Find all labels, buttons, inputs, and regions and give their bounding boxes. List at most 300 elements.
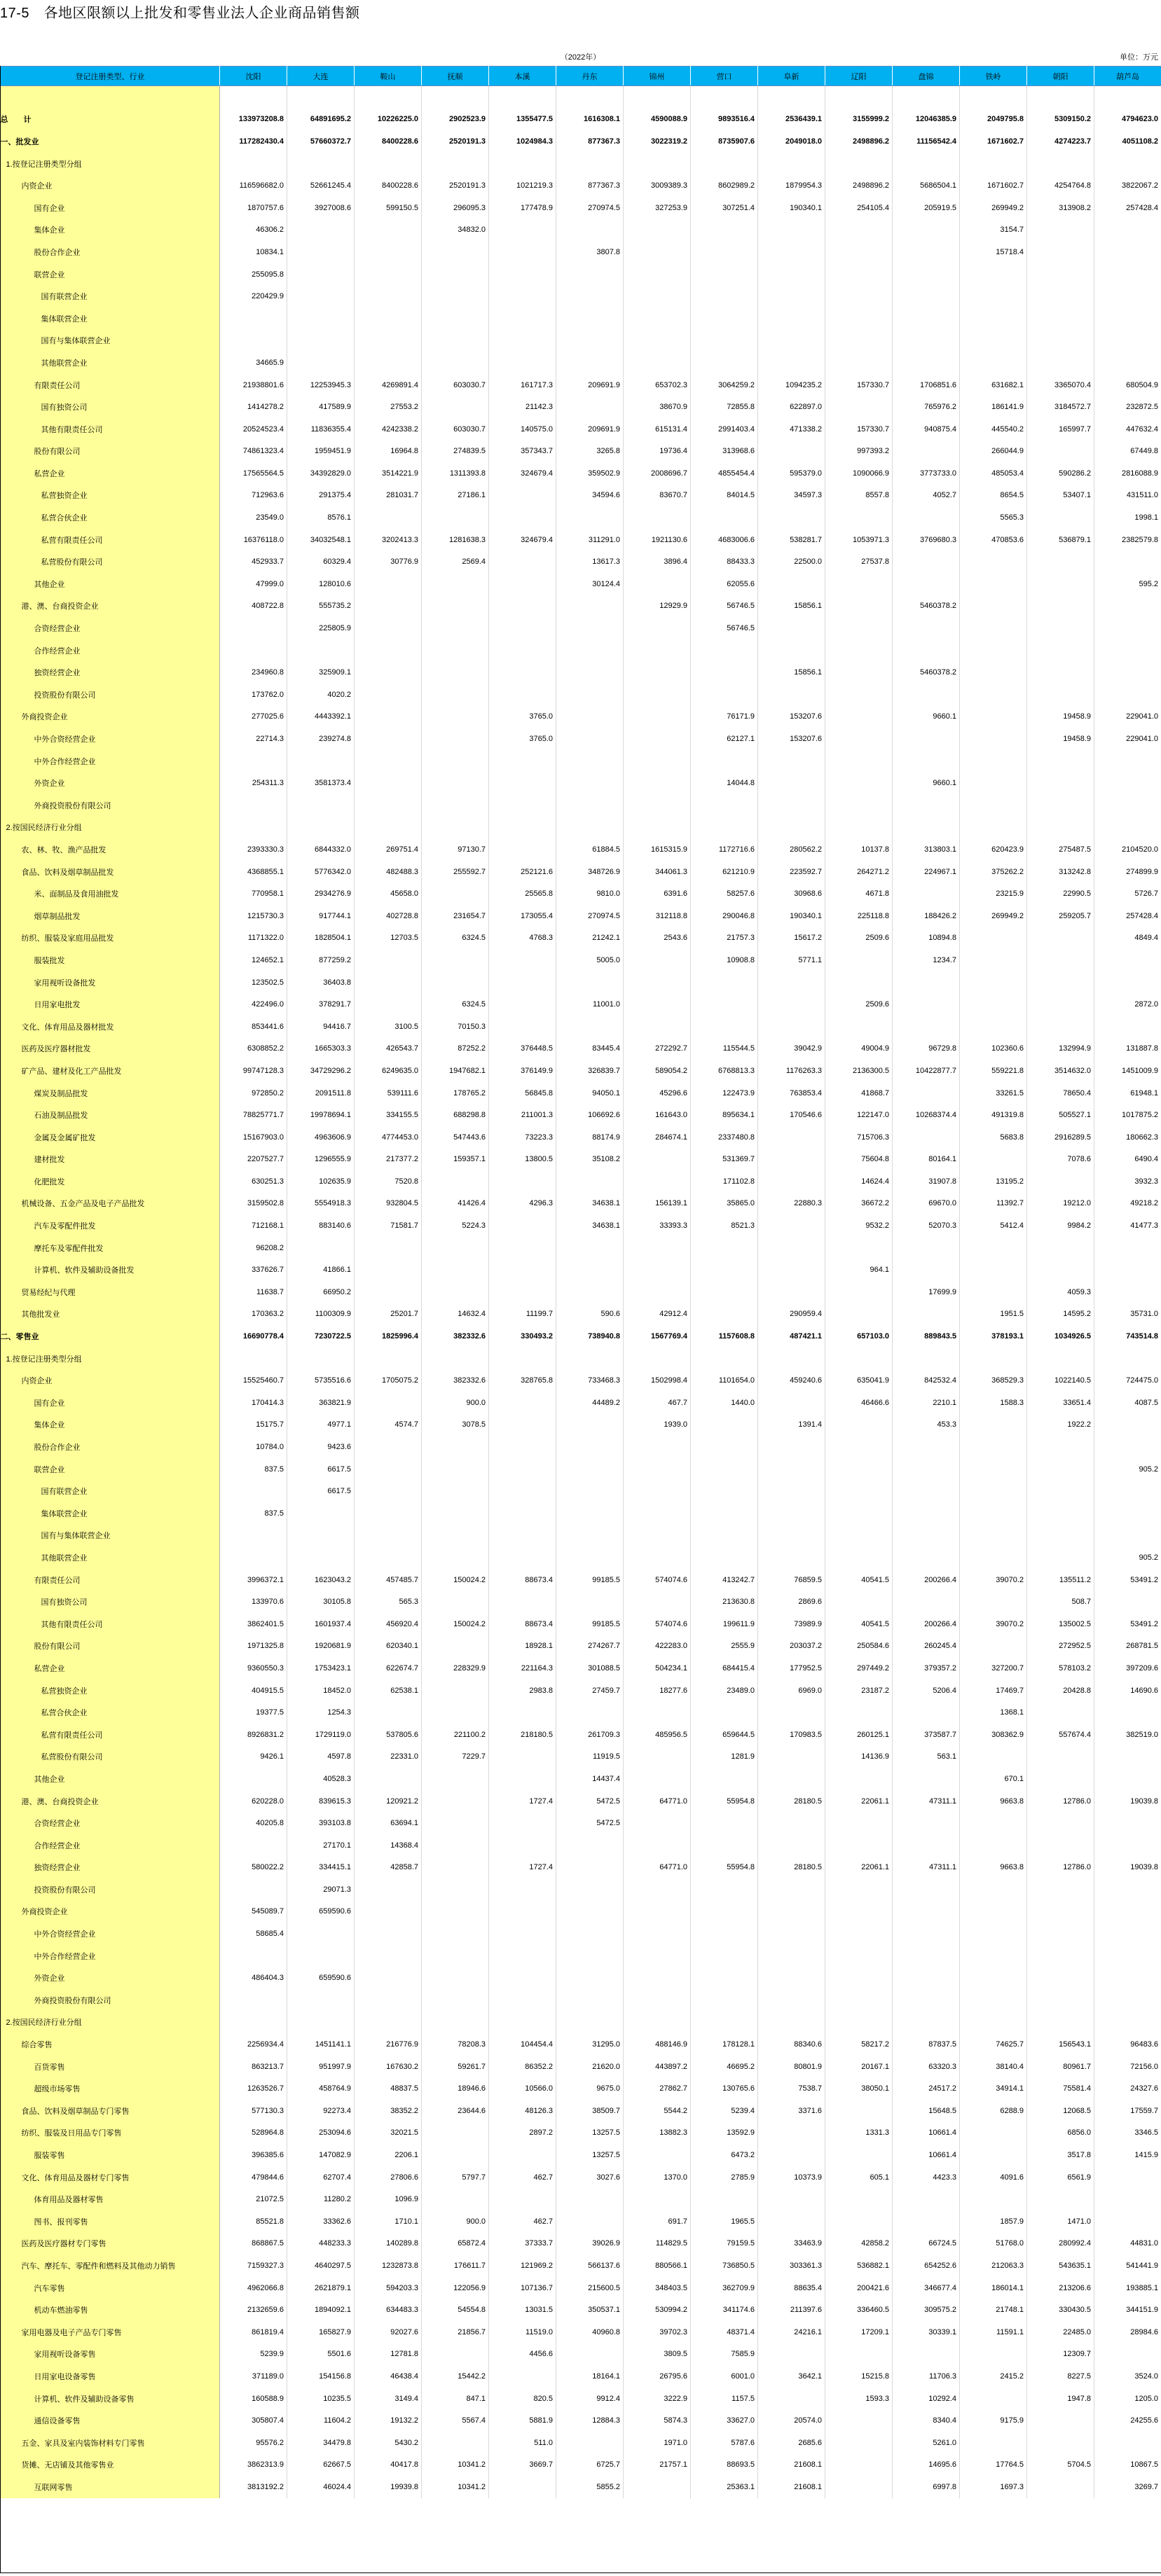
value-cell: 41866.1 xyxy=(287,1259,355,1281)
value-cell xyxy=(556,86,624,109)
value-cell: 397209.6 xyxy=(1094,1657,1161,1680)
value-cell: 9532.2 xyxy=(825,1214,893,1237)
value-cell: 443897.2 xyxy=(624,2056,691,2078)
table-row xyxy=(1,153,1161,175)
value-cell xyxy=(422,285,489,307)
value-cell: 19939.8 xyxy=(355,2476,422,2498)
value-cell: 15175.7 xyxy=(220,1414,287,1436)
value-cell: 539111.6 xyxy=(355,1082,422,1105)
row-label: 私营股份有限公司 xyxy=(1,1746,220,1768)
table-row xyxy=(1,1724,1161,1746)
value-cell: 114829.5 xyxy=(624,2233,691,2255)
value-cell: 153207.6 xyxy=(758,728,825,750)
value-cell xyxy=(624,617,691,639)
value-cell: 52661245.4 xyxy=(287,174,355,197)
row-label: 纺织、服装及日用品专门零售 xyxy=(1,2122,220,2145)
value-cell: 1502998.4 xyxy=(624,1369,691,1392)
value-cell xyxy=(960,927,1027,950)
value-cell: 375262.2 xyxy=(960,861,1027,883)
table-row xyxy=(1,1082,1161,1105)
value-cell: 382519.0 xyxy=(1094,1724,1161,1746)
value-cell xyxy=(691,1480,758,1502)
value-cell xyxy=(489,993,556,1016)
value-cell: 15442.2 xyxy=(422,2365,489,2388)
value-cell: 269751.4 xyxy=(355,838,422,861)
value-cell xyxy=(691,1436,758,1458)
value-cell xyxy=(355,1878,422,1901)
value-cell xyxy=(422,971,489,994)
value-cell: 102635.9 xyxy=(287,1170,355,1193)
value-cell: 2536439.1 xyxy=(758,109,825,131)
value-cell xyxy=(758,307,825,330)
value-cell: 1671602.7 xyxy=(960,130,1027,153)
value-cell xyxy=(556,684,624,706)
value-cell xyxy=(1094,2166,1161,2189)
value-cell: 27806.6 xyxy=(355,2166,422,2189)
value-cell: 23549.0 xyxy=(220,506,287,529)
row-label: 其他有限责任公司 xyxy=(1,418,220,441)
value-cell xyxy=(422,1790,489,1813)
table-row xyxy=(1,728,1161,750)
value-cell: 17699.9 xyxy=(893,1281,960,1303)
value-cell xyxy=(355,241,422,263)
value-cell: 60329.4 xyxy=(287,550,355,573)
value-cell: 563.1 xyxy=(893,1746,960,1768)
value-cell: 9423.6 xyxy=(287,1436,355,1458)
value-cell: 712963.6 xyxy=(220,485,287,507)
value-cell: 31907.8 xyxy=(893,1170,960,1193)
value-cell: 4683006.6 xyxy=(691,529,758,551)
value-cell: 19736.4 xyxy=(624,441,691,463)
table-row xyxy=(1,2144,1161,2166)
value-cell: 47999.0 xyxy=(220,573,287,595)
value-cell xyxy=(960,573,1027,595)
value-cell xyxy=(691,1016,758,1038)
value-cell: 7229.7 xyxy=(422,1746,489,1768)
value-cell: 25363.1 xyxy=(691,2476,758,2498)
value-cell xyxy=(758,86,825,109)
value-cell: 58217.2 xyxy=(825,2033,893,2056)
value-cell: 470853.6 xyxy=(960,529,1027,551)
value-cell: 270974.5 xyxy=(556,197,624,219)
value-cell: 853441.6 xyxy=(220,1016,287,1038)
value-cell: 228329.9 xyxy=(422,1657,489,1680)
value-cell: 1096.9 xyxy=(355,2188,422,2210)
value-cell xyxy=(758,506,825,529)
value-cell xyxy=(758,1458,825,1481)
value-cell: 6249635.0 xyxy=(355,1060,422,1082)
value-cell: 599150.5 xyxy=(355,197,422,219)
value-cell xyxy=(624,352,691,374)
value-cell: 431511.0 xyxy=(1094,485,1161,507)
row-label: 私营有限责任公司 xyxy=(1,529,220,551)
value-cell xyxy=(489,1945,556,1967)
value-cell: 20167.1 xyxy=(825,2056,893,2078)
value-cell xyxy=(489,1392,556,1414)
value-cell: 1331.3 xyxy=(825,2122,893,2145)
value-cell xyxy=(691,1768,758,1790)
value-cell: 1710.1 xyxy=(355,2210,422,2233)
value-cell xyxy=(893,882,960,905)
value-cell xyxy=(1027,993,1094,1016)
value-cell xyxy=(1094,971,1161,994)
value-cell xyxy=(825,2188,893,2210)
value-cell xyxy=(355,750,422,773)
value-cell xyxy=(825,2409,893,2432)
sales-table xyxy=(0,66,1161,2498)
value-cell xyxy=(1094,1414,1161,1436)
value-cell xyxy=(893,550,960,573)
value-cell: 23187.2 xyxy=(825,1680,893,1702)
value-cell xyxy=(758,2388,825,2410)
value-cell: 22061.1 xyxy=(825,1790,893,1813)
value-cell: 115544.5 xyxy=(691,1038,758,1060)
table-row xyxy=(1,1480,1161,1502)
value-cell xyxy=(422,595,489,618)
value-cell: 4091.6 xyxy=(960,2166,1027,2189)
value-cell xyxy=(624,153,691,175)
table-row xyxy=(1,1812,1161,1834)
value-cell: 1697.3 xyxy=(960,2476,1027,2498)
value-cell: 12884.3 xyxy=(556,2409,624,2432)
value-cell xyxy=(489,285,556,307)
value-cell: 3822067.2 xyxy=(1094,174,1161,197)
value-cell xyxy=(556,1525,624,1547)
value-cell: 6856.0 xyxy=(1027,2122,1094,2145)
value-cell xyxy=(1027,595,1094,618)
value-cell xyxy=(691,263,758,286)
value-cell xyxy=(422,1281,489,1303)
value-cell: 55954.8 xyxy=(691,1857,758,1879)
value-cell xyxy=(1027,1458,1094,1481)
value-cell: 736850.5 xyxy=(691,2255,758,2277)
value-cell: 2983.8 xyxy=(489,1680,556,1702)
table-row xyxy=(1,2299,1161,2321)
value-cell xyxy=(1094,241,1161,263)
value-cell xyxy=(355,993,422,1016)
value-cell: 11001.0 xyxy=(556,993,624,1016)
value-cell xyxy=(825,772,893,794)
value-cell xyxy=(758,617,825,639)
value-cell xyxy=(1094,1348,1161,1370)
value-cell: 393103.8 xyxy=(287,1812,355,1834)
value-cell: 327200.7 xyxy=(960,1657,1027,1680)
value-cell xyxy=(287,750,355,773)
value-cell xyxy=(893,573,960,595)
value-cell: 620340.1 xyxy=(355,1635,422,1658)
value-cell xyxy=(624,1945,691,1967)
row-label: 国有与集体联营企业 xyxy=(1,330,220,352)
value-cell: 462.7 xyxy=(489,2210,556,2233)
value-cell: 382332.6 xyxy=(422,1325,489,1348)
row-label: 外资企业 xyxy=(1,772,220,794)
value-cell xyxy=(287,1945,355,1967)
table-row xyxy=(1,330,1161,352)
value-cell: 842532.4 xyxy=(893,1369,960,1392)
value-cell: 99747128.3 xyxy=(220,1060,287,1082)
value-cell: 765976.2 xyxy=(893,396,960,418)
value-cell xyxy=(1027,86,1094,109)
value-cell: 5787.6 xyxy=(691,2432,758,2454)
value-cell xyxy=(758,1525,825,1547)
value-cell: 220429.9 xyxy=(220,285,287,307)
row-label: 医药及医疗器材专门零售 xyxy=(1,2233,220,2255)
row-label: 国有独资公司 xyxy=(1,396,220,418)
value-cell xyxy=(1027,1480,1094,1502)
value-cell: 33627.0 xyxy=(691,2409,758,2432)
value-cell xyxy=(489,219,556,242)
value-cell: 140575.0 xyxy=(489,418,556,441)
value-cell: 200266.4 xyxy=(893,1569,960,1591)
row-label: 合资经营企业 xyxy=(1,1812,220,1834)
value-cell: 589054.2 xyxy=(624,1060,691,1082)
value-cell xyxy=(1027,750,1094,773)
row-label: 其他批发业 xyxy=(1,1303,220,1326)
value-cell xyxy=(1094,949,1161,971)
value-cell xyxy=(758,684,825,706)
value-cell: 327253.9 xyxy=(624,197,691,219)
value-cell: 2869.6 xyxy=(758,1591,825,1613)
value-cell: 1017875.2 xyxy=(1094,1104,1161,1126)
value-cell: 1440.0 xyxy=(691,1392,758,1414)
value-cell: 3765.0 xyxy=(489,706,556,728)
table-row xyxy=(1,2409,1161,2432)
value-cell xyxy=(825,153,893,175)
value-cell xyxy=(355,706,422,728)
value-cell: 178765.2 xyxy=(422,1082,489,1105)
value-cell: 1593.3 xyxy=(825,2388,893,2410)
value-cell: 382332.6 xyxy=(422,1369,489,1392)
value-cell: 11919.5 xyxy=(556,1746,624,1768)
row-label: 建材批发 xyxy=(1,1149,220,1171)
value-cell: 3769680.3 xyxy=(893,529,960,551)
value-cell xyxy=(1094,330,1161,352)
value-cell xyxy=(960,1591,1027,1613)
row-label: 综合零售 xyxy=(1,2033,220,2056)
value-cell xyxy=(825,1923,893,1945)
value-cell xyxy=(825,684,893,706)
value-cell xyxy=(489,1878,556,1901)
value-cell xyxy=(960,1016,1027,1038)
value-cell xyxy=(691,1414,758,1436)
value-cell: 1094235.2 xyxy=(758,374,825,396)
value-cell xyxy=(624,219,691,242)
value-cell: 88340.6 xyxy=(758,2033,825,2056)
value-cell xyxy=(489,2011,556,2034)
value-cell: 73223.3 xyxy=(489,1126,556,1149)
value-cell xyxy=(556,1878,624,1901)
value-cell: 92273.4 xyxy=(287,2100,355,2122)
value-cell xyxy=(1094,1768,1161,1790)
row-label: 其他联营企业 xyxy=(1,352,220,374)
table-row xyxy=(1,993,1161,1016)
value-cell: 8602989.2 xyxy=(691,174,758,197)
value-cell xyxy=(960,2432,1027,2454)
table-row xyxy=(1,1525,1161,1547)
value-cell xyxy=(1027,241,1094,263)
value-cell: 3813192.2 xyxy=(220,2476,287,2498)
value-cell xyxy=(960,617,1027,639)
value-cell xyxy=(758,1214,825,1237)
value-cell: 1205.0 xyxy=(1094,2388,1161,2410)
value-cell: 905.2 xyxy=(1094,1546,1161,1569)
value-cell xyxy=(825,949,893,971)
value-cell: 29071.3 xyxy=(287,1878,355,1901)
value-cell: 6561.9 xyxy=(1027,2166,1094,2189)
value-cell xyxy=(220,817,287,839)
value-cell xyxy=(758,817,825,839)
value-cell xyxy=(556,396,624,418)
value-cell: 205919.5 xyxy=(893,197,960,219)
value-cell: 2902523.9 xyxy=(422,109,489,131)
value-cell: 743514.8 xyxy=(1094,1325,1161,1348)
value-cell xyxy=(1027,661,1094,684)
table-row xyxy=(1,1348,1161,1370)
row-label: 医药及医疗器材批发 xyxy=(1,1038,220,1060)
value-cell: 260245.4 xyxy=(893,1635,960,1658)
value-cell xyxy=(758,2011,825,2034)
value-cell xyxy=(624,1591,691,1613)
value-cell: 3996372.1 xyxy=(220,1569,287,1591)
value-cell: 5726.7 xyxy=(1094,882,1161,905)
value-cell xyxy=(758,1016,825,1038)
value-cell xyxy=(1094,1746,1161,1768)
table-row xyxy=(1,2277,1161,2299)
value-cell xyxy=(556,285,624,307)
value-cell xyxy=(825,1768,893,1790)
value-cell xyxy=(556,1923,624,1945)
value-cell: 12929.9 xyxy=(624,595,691,618)
value-cell xyxy=(825,2210,893,2233)
value-cell xyxy=(1027,772,1094,794)
value-cell: 178128.1 xyxy=(691,2033,758,2056)
row-label: 其他联营企业 xyxy=(1,1546,220,1569)
value-cell: 250584.6 xyxy=(825,1635,893,1658)
row-label: 私营企业 xyxy=(1,462,220,485)
value-cell xyxy=(893,639,960,662)
value-cell: 27862.7 xyxy=(624,2077,691,2100)
value-cell: 15856.1 xyxy=(758,595,825,618)
value-cell xyxy=(422,1591,489,1613)
value-cell: 40528.3 xyxy=(287,1768,355,1790)
value-cell: 1171322.0 xyxy=(220,927,287,950)
value-cell xyxy=(556,971,624,994)
value-cell xyxy=(556,352,624,374)
value-cell: 877367.3 xyxy=(556,174,624,197)
row-label: 独资经营企业 xyxy=(1,1857,220,1879)
value-cell xyxy=(758,2188,825,2210)
value-cell: 21748.1 xyxy=(960,2299,1027,2321)
header-city: 朝阳 xyxy=(1027,67,1094,86)
value-cell: 22880.3 xyxy=(758,1193,825,1215)
value-cell xyxy=(624,263,691,286)
value-cell xyxy=(893,684,960,706)
row-label: 矿产品、建材及化工产品批发 xyxy=(1,1060,220,1082)
value-cell xyxy=(556,1857,624,1879)
table-row xyxy=(1,794,1161,817)
row-label: 家用电器及电子产品专门零售 xyxy=(1,2321,220,2343)
value-cell xyxy=(893,1967,960,1989)
value-cell: 4962066.8 xyxy=(220,2277,287,2299)
value-cell: 462.7 xyxy=(489,2166,556,2189)
value-cell xyxy=(893,1945,960,1967)
value-cell: 2049018.0 xyxy=(758,130,825,153)
value-cell: 290959.4 xyxy=(758,1303,825,1326)
value-cell: 312118.8 xyxy=(624,905,691,927)
value-cell: 165827.9 xyxy=(287,2321,355,2343)
value-cell xyxy=(220,1546,287,1569)
value-cell: 2337480.8 xyxy=(691,1126,758,1149)
value-cell xyxy=(758,1878,825,1901)
value-cell xyxy=(758,241,825,263)
value-cell xyxy=(489,1812,556,1834)
value-cell xyxy=(893,1878,960,1901)
value-cell: 165997.7 xyxy=(1027,418,1094,441)
value-cell xyxy=(489,1502,556,1525)
value-cell xyxy=(825,661,893,684)
value-cell: 396385.6 xyxy=(220,2144,287,2166)
value-cell: 24517.2 xyxy=(893,2077,960,2100)
value-cell: 9660.1 xyxy=(893,706,960,728)
value-cell: 4368855.1 xyxy=(220,861,287,883)
table-row xyxy=(1,1060,1161,1082)
value-cell: 123502.5 xyxy=(220,971,287,994)
value-cell: 15215.8 xyxy=(825,2365,893,2388)
row-label: 私营股份有限公司 xyxy=(1,550,220,573)
value-cell xyxy=(287,639,355,662)
value-cell xyxy=(960,263,1027,286)
value-cell: 3184572.7 xyxy=(1027,396,1094,418)
value-cell xyxy=(960,1480,1027,1502)
value-cell xyxy=(960,153,1027,175)
value-cell: 27186.1 xyxy=(422,485,489,507)
value-cell: 3346.5 xyxy=(1094,2122,1161,2145)
value-cell xyxy=(287,1502,355,1525)
value-cell xyxy=(624,1923,691,1945)
value-cell xyxy=(556,794,624,817)
value-cell xyxy=(287,263,355,286)
value-cell: 877367.3 xyxy=(556,130,624,153)
value-cell xyxy=(691,153,758,175)
value-cell: 14136.9 xyxy=(825,1746,893,1768)
value-cell xyxy=(624,1967,691,1989)
value-cell xyxy=(624,817,691,839)
value-cell: 688298.8 xyxy=(422,1104,489,1126)
value-cell: 21620.0 xyxy=(556,2056,624,2078)
value-cell xyxy=(1027,794,1094,817)
value-cell xyxy=(355,263,422,286)
value-cell: 53407.1 xyxy=(1027,485,1094,507)
table-row xyxy=(1,927,1161,950)
value-cell: 229041.0 xyxy=(1094,706,1161,728)
value-cell: 87252.2 xyxy=(422,1038,489,1060)
value-cell: 40541.5 xyxy=(825,1613,893,1635)
value-cell: 565.3 xyxy=(355,1591,422,1613)
value-cell: 4456.6 xyxy=(489,2343,556,2366)
value-cell: 659590.6 xyxy=(287,1901,355,1923)
value-cell xyxy=(960,1458,1027,1481)
value-cell: 20574.0 xyxy=(758,2409,825,2432)
value-cell xyxy=(624,684,691,706)
value-cell: 7538.7 xyxy=(758,2077,825,2100)
value-cell xyxy=(422,307,489,330)
value-cell: 1100309.9 xyxy=(287,1303,355,1326)
value-cell: 10373.9 xyxy=(758,2166,825,2189)
value-cell: 229041.0 xyxy=(1094,728,1161,750)
row-label: 互联网零售 xyxy=(1,2476,220,2498)
value-cell xyxy=(825,1502,893,1525)
value-cell xyxy=(691,1989,758,2011)
